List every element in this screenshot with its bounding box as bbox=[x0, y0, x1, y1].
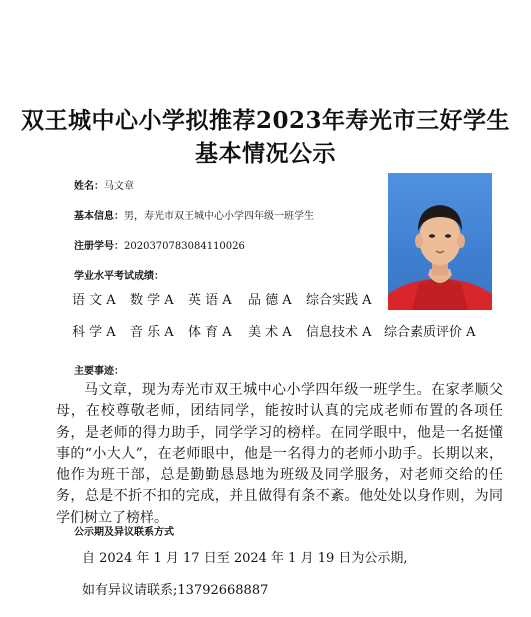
basic-info-row bbox=[74, 210, 314, 223]
name-value: 马文章 bbox=[104, 181, 134, 192]
page-title bbox=[0, 104, 531, 170]
deeds-body bbox=[56, 380, 503, 529]
deeds-label: 主要事迹： bbox=[74, 366, 124, 377]
grade-item: 语 文 A bbox=[72, 293, 116, 308]
grade-item: 综合实践 A bbox=[306, 293, 372, 308]
grade-item: 音 乐 A bbox=[130, 325, 174, 340]
name-row bbox=[74, 180, 134, 193]
student-id-value: 2020370783084110026 bbox=[124, 241, 245, 252]
student-photo bbox=[388, 173, 492, 310]
student-id-row bbox=[74, 240, 245, 253]
basic-info-label: 基本信息： bbox=[74, 211, 124, 222]
notice-label: 公示期及异议联系方式 bbox=[74, 527, 174, 538]
grade-item: 信息技术 A bbox=[306, 325, 372, 340]
basic-info-value: 男，寿光市双王城中心小学四年级一班学生 bbox=[124, 211, 314, 222]
notice-contact: 如有异议请联系;13792668887 bbox=[82, 583, 269, 598]
scores-label: 学业水平考试成绩： bbox=[74, 271, 164, 282]
scores-label-row bbox=[74, 270, 164, 283]
grade-item: 体 育 A bbox=[188, 325, 232, 340]
grade-item: 品 德 A bbox=[248, 293, 292, 308]
title-line-1: 双王城中心小学拟推荐2023年寿光市三好学生 bbox=[20, 107, 510, 134]
student-id-label: 注册学号： bbox=[74, 241, 124, 252]
grade-item: 综合素质评价 A bbox=[384, 325, 476, 340]
name-label: 姓名： bbox=[74, 181, 104, 192]
student-portrait-image bbox=[388, 173, 492, 310]
grade-item: 美 术 A bbox=[248, 325, 292, 340]
notice-period: 自 2024 年 1 月 17 日至 2024 年 1 月 19 日为公示期, bbox=[82, 551, 408, 566]
grade-item: 英 语 A bbox=[188, 293, 232, 308]
title-line-2: 基本情况公示 bbox=[195, 140, 336, 167]
grade-item: 科 学 A bbox=[72, 325, 116, 340]
grade-item: 数 学 A bbox=[130, 293, 174, 308]
deeds-paragraph: 马文章，现为寿光市双王城中心小学四年级一班学生。在家孝顺父母，在校尊敬老师，团结同学，能按时认真的完成老师布置的各项任务，是老师的得力助手，同学学习的榜样。在同学眼中，他是一名挺懂事的“小大人”，在老师眼中，他是一名得力的老师小助手。长期以来，他作为班干部，总是勤勤恳恳地为班级及同学服务，对老师交给的任务，总是不折不扣的完成，并且做得有条不紊。他处处以身作则，为同学们树立了榜样。 bbox=[56, 382, 503, 526]
